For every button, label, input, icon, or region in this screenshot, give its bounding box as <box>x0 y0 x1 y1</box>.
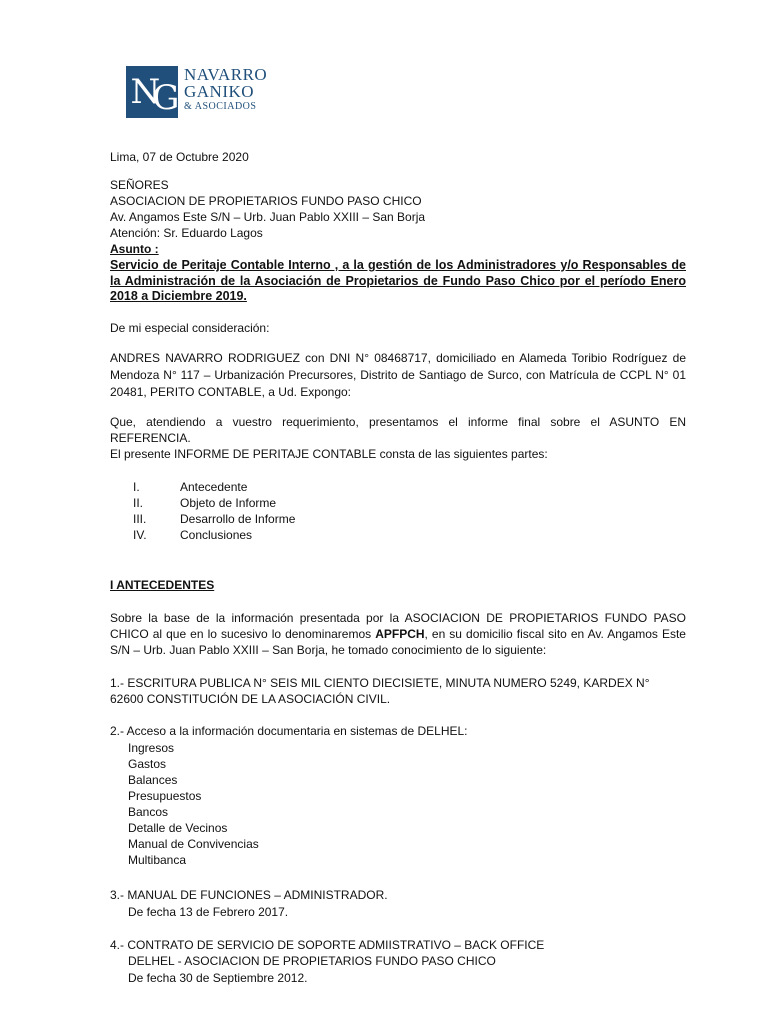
list-number: I. <box>133 480 140 494</box>
list-label: Objeto de Informe <box>180 496 277 510</box>
antecedent-item-4-title: 4.- CONTRATO DE SERVICIO DE SOPORTE ADMIISTRATIVO – BACK OFFICE <box>110 938 545 952</box>
section-title: I ANTECEDENTES <box>110 578 215 592</box>
list-item: Manual de Convivencias <box>128 837 259 851</box>
logo-line-1: NAVARRO <box>184 65 268 84</box>
section-intro <box>110 610 686 658</box>
list-item: Balances <box>128 773 178 787</box>
antecedent-item-2-title: 2.- Acceso a la información documentaria en sistemas de DELHEL: <box>110 724 468 738</box>
logo-line-2: GANIKO <box>184 82 255 101</box>
addressee-block <box>110 177 686 257</box>
list-item <box>133 479 295 495</box>
place-date: Lima, 07 de Octubre 2020 <box>110 150 249 164</box>
antecedent-item-4-parties: DELHEL - ASOCIACION DE PROPIETARIOS FUNDO PASO CHICO <box>128 954 496 968</box>
paragraph-request: Que, atendiendo a vuestro requerimiento, presentamos el informe final sobre el ASUNTO EN REFERENCIA. <box>110 415 686 445</box>
greeting: De mi especial consideración: <box>110 321 270 335</box>
section-intro-text: , en su domicilio fiscal sito en Av. Angamos Este S/N – Urb. Juan Pablo XXIII – San Borja, he tomado conocimiento de lo siguiente: <box>110 627 686 657</box>
addressee-line: SEÑORES <box>110 178 169 192</box>
section-intro-abbrev: APFPCH <box>375 627 425 641</box>
addressee-line: Atención: Sr. Eduardo Lagos <box>110 226 263 240</box>
antecedent-item-1: 1.- ESCRITURA PUBLICA N° SEIS MIL CIENTO DIECISIETE, MINUTA NUMERO 5249, KARDEX N° 62600 CONSTITUCIÓN DE LA ASOCIACIÓN CIVIL. <box>110 676 650 706</box>
list-item: Ingresos <box>128 741 175 755</box>
addressee-line: Av. Angamos Este S/N – Urb. Juan Pablo XXIII – San Borja <box>110 210 426 224</box>
antecedent-item-3-title: 3.- MANUAL DE FUNCIONES – ADMINISTRADOR. <box>110 888 388 902</box>
company-logo <box>126 66 267 118</box>
logo-line-3: & ASOCIADOS <box>184 101 257 112</box>
list-item: Detalle de Vecinos <box>128 821 228 835</box>
parts-list <box>133 479 295 543</box>
intro-paragraph: ANDRES NAVARRO RODRIGUEZ con DNI N° 08468717, domiciliado en Alameda Toribio Rodríguez de Mendoza N° 117 – Urbanización Precursores, Distrito de Santiago de Surco, con Matrícula de CCPL N° 01 20481, PERITO CONTABLE, a Ud. Expongo: <box>110 351 686 399</box>
paragraph-parts: El presente INFORME DE PERITAJE CONTABLE consta de las siguientes partes: <box>110 447 548 461</box>
addressee-line: ASOCIACION DE PROPIETARIOS FUNDO PASO CHICO <box>110 194 422 208</box>
antecedent-item-3-date: De fecha 13 de Febrero 2017. <box>128 905 289 919</box>
antecedent-item-2-list <box>128 740 259 868</box>
list-item: Bancos <box>128 805 169 819</box>
list-item: Presupuestos <box>128 789 202 803</box>
list-label: Desarrollo de Informe <box>180 512 296 526</box>
list-label: Conclusiones <box>180 528 253 542</box>
section-intro-text: Sobre la base de la información presentada por la ASOCIACION DE PROPIETARIOS FUNDO PASO CHICO al que en lo sucesivo lo denominaremos <box>110 611 686 641</box>
list-label: Antecedente <box>180 480 248 494</box>
list-number: IV. <box>133 528 147 542</box>
logo-wordmark <box>184 66 267 113</box>
list-number: III. <box>133 512 147 526</box>
list-item: Multibanca <box>128 853 187 867</box>
logo-monogram: NG <box>126 66 178 118</box>
list-item: Gastos <box>128 757 167 771</box>
subject-label: Asunto : <box>110 242 159 256</box>
subject-text: Servicio de Peritaje Contable Interno , a la gestión de los Administradores y/o Responsables de la Administración de la Asociación de Propietarios de Fundo Paso Chico por el período Enero 2018 a Diciembre 2019. <box>110 258 686 303</box>
list-number: II. <box>133 496 144 510</box>
list-item <box>133 511 295 527</box>
list-item <box>133 495 295 511</box>
antecedent-item-4-date: De fecha 30 de Septiembre 2012. <box>128 971 308 985</box>
list-item <box>133 527 295 543</box>
